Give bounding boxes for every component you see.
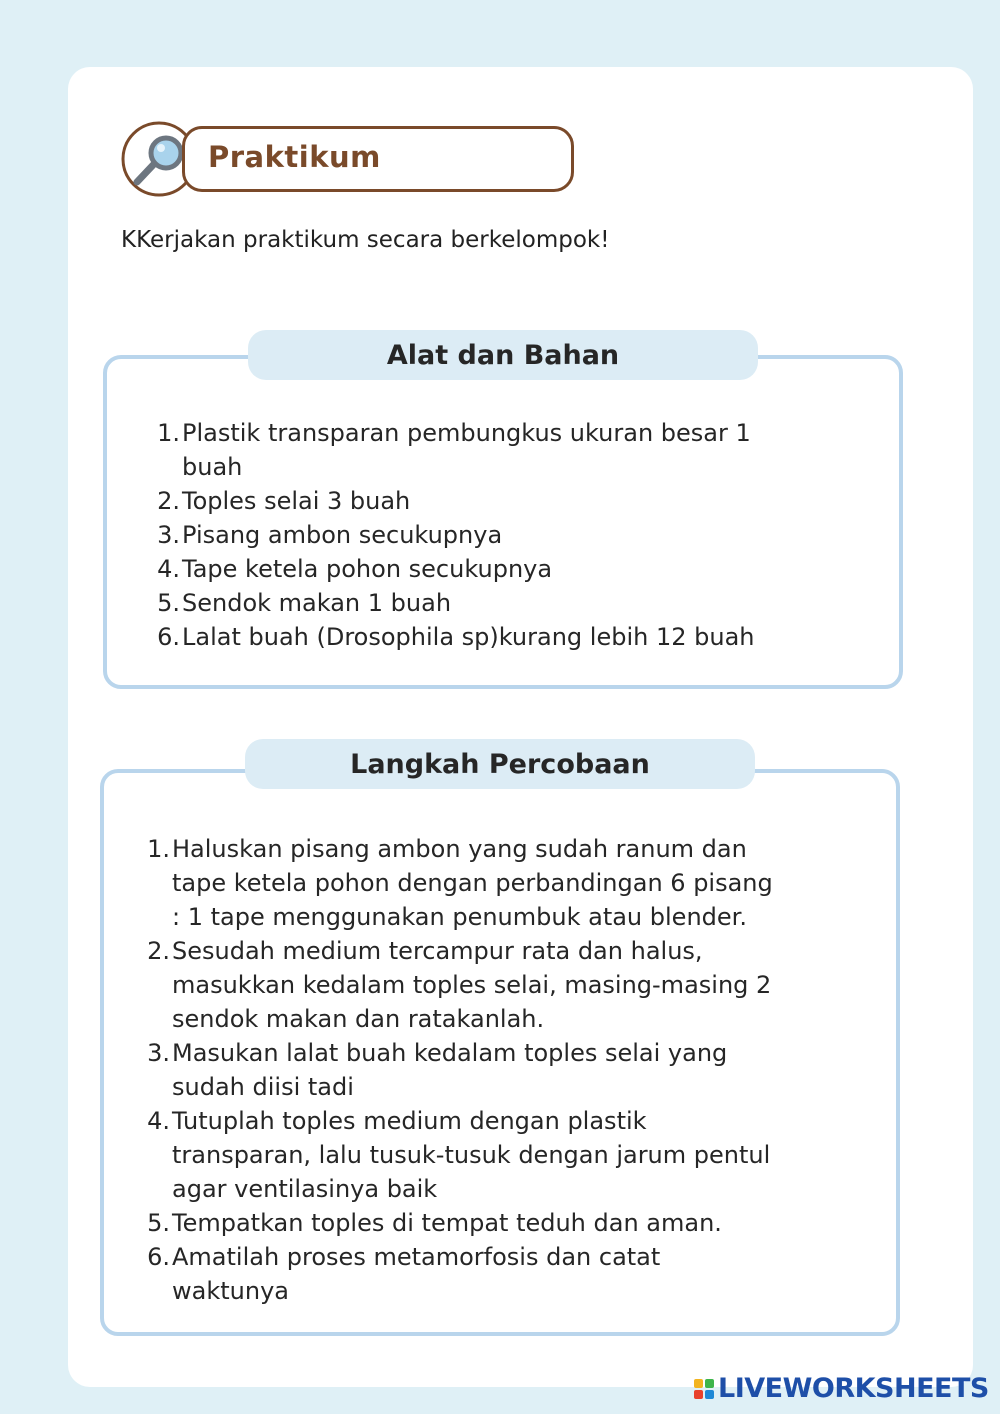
material-item xyxy=(150,484,870,518)
material-item-line: buah xyxy=(182,453,243,481)
step-item-text xyxy=(172,1036,727,1104)
material-item xyxy=(150,552,870,586)
step-item-number: 6. xyxy=(147,1243,170,1271)
material-item-line: Tape ketela pohon secukupnya xyxy=(182,555,553,583)
step-item-line: waktunya xyxy=(172,1277,289,1305)
material-item-number: 5. xyxy=(157,589,180,617)
material-item-number: 1. xyxy=(157,419,180,447)
step-item-line: agar ventilasinya baik xyxy=(172,1175,438,1203)
step-item xyxy=(140,1104,880,1206)
step-item-line: Tempatkan toples di tempat teduh dan aman. xyxy=(172,1209,722,1237)
material-item-text xyxy=(182,416,751,484)
step-item xyxy=(140,1036,880,1104)
step-item-number: 3. xyxy=(147,1039,170,1067)
step-item xyxy=(140,1240,880,1308)
material-item xyxy=(150,586,870,620)
material-item-line: Toples selai 3 buah xyxy=(182,487,411,515)
step-item-text xyxy=(172,832,773,934)
material-item-number: 4. xyxy=(157,555,180,583)
step-item xyxy=(140,1206,880,1240)
liveworksheets-logo-icon xyxy=(694,1379,714,1399)
material-item-text xyxy=(182,484,410,518)
liveworksheets-logo[interactable] xyxy=(694,1373,989,1404)
step-item-text xyxy=(172,1206,722,1240)
step-item-line: Sesudah medium tercampur rata dan halus, xyxy=(172,937,703,965)
material-item-line: Sendok makan 1 buah xyxy=(182,589,452,617)
material-item xyxy=(150,518,870,552)
instruction-text: KKerjakan praktikum secara berkelompok! xyxy=(121,227,610,253)
step-item-number: 5. xyxy=(147,1209,170,1237)
steps-heading: Langkah Percobaan xyxy=(245,739,755,789)
step-item-number: 2. xyxy=(147,937,170,965)
step-item-line: tape ketela pohon dengan perbandingan 6 pisang xyxy=(172,869,773,897)
step-item-line: Masukan lalat buah kedalam toples selai yang xyxy=(172,1039,728,1067)
material-item xyxy=(150,416,870,484)
material-item-number: 2. xyxy=(157,487,180,515)
materials-list xyxy=(150,416,870,654)
step-item-line: Haluskan pisang ambon yang sudah ranum dan xyxy=(172,835,747,863)
step-item xyxy=(140,832,880,934)
step-item-line: sendok makan dan ratakanlah. xyxy=(172,1005,545,1033)
step-item-line: Tutuplah toples medium dengan plastik xyxy=(172,1107,647,1135)
step-item-text xyxy=(172,934,771,1036)
material-item-number: 6. xyxy=(157,623,180,651)
material-item-text xyxy=(182,552,552,586)
step-item-line: masukkan kedalam toples selai, masing-masing 2 xyxy=(172,971,772,999)
material-item-line: Plastik transparan pembungkus ukuran besar 1 xyxy=(182,419,751,447)
material-item-line: Lalat buah (Drosophila sp)kurang lebih 12 buah xyxy=(182,623,755,651)
step-item-number: 1. xyxy=(147,835,170,863)
step-item-line: : 1 tape menggunakan penumbuk atau blender. xyxy=(172,903,747,931)
materials-heading: Alat dan Bahan xyxy=(248,330,758,380)
material-item-text xyxy=(182,586,451,620)
material-item-line: Pisang ambon secukupnya xyxy=(182,521,503,549)
step-item-text xyxy=(172,1104,770,1206)
material-item xyxy=(150,620,870,654)
logo-text: LIVEWORKSHEETS xyxy=(718,1373,989,1404)
step-item-line: Amatilah proses metamorfosis dan catat xyxy=(172,1243,661,1271)
steps-list xyxy=(140,832,880,1308)
material-item-number: 3. xyxy=(157,521,180,549)
page-title: Praktikum xyxy=(208,140,381,174)
step-item-line: transparan, lalu tusuk-tusuk dengan jarum pentul xyxy=(172,1141,771,1169)
material-item-text xyxy=(182,518,502,552)
step-item-number: 4. xyxy=(147,1107,170,1135)
material-item-text xyxy=(182,620,754,654)
step-item xyxy=(140,934,880,1036)
step-item-text xyxy=(172,1240,660,1308)
step-item-line: sudah diisi tadi xyxy=(172,1073,354,1101)
